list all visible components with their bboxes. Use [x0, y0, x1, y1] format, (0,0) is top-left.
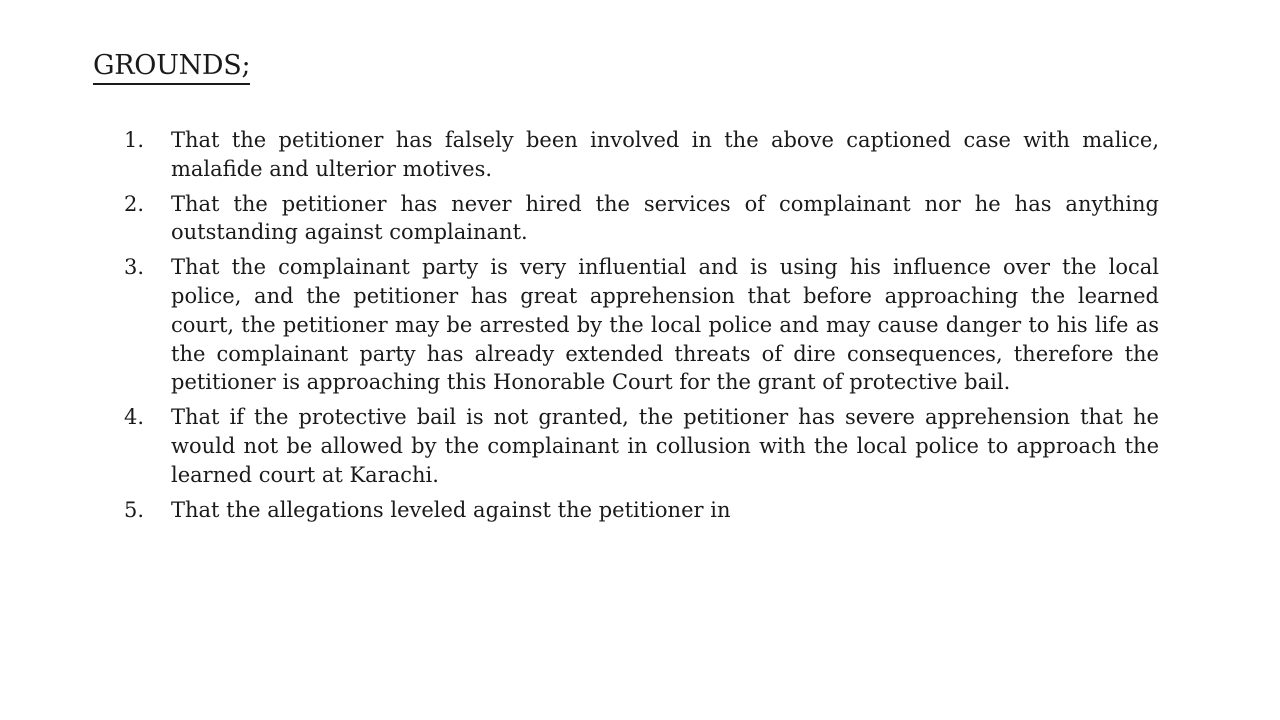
ground-item-1 [0, 126, 1280, 184]
ground-text: That the complainant party is very influential and is using his influence over the local police, and the petitioner has great apprehension that before approaching the learned court, the petitioner may be arrested by the local police and may cause danger to his life as the complainant party has already extended threats of dire consequences, therefore the petitioner is approaching this Honorable Court for the grant of protective bail. [171, 255, 1159, 395]
ground-item-5 [0, 496, 1280, 525]
ground-number: 4. [124, 405, 145, 430]
grounds-heading: GROUNDS; [93, 50, 250, 85]
grounds-list [0, 126, 1280, 530]
ground-number: 5. [124, 497, 145, 522]
ground-text: That the petitioner has falsely been involved in the above captioned case with malice, malafide and ulterior motives. [171, 128, 1159, 181]
ground-text: That if the protective bail is not granted, the petitioner has severe apprehension that he would not be allowed by the complainant in collusion with the local police to approach the learned court at Karachi. [171, 405, 1159, 487]
ground-number: 3. [124, 255, 145, 280]
ground-item-2 [0, 190, 1280, 248]
ground-item-4 [0, 403, 1280, 489]
ground-number: 1. [124, 128, 145, 152]
ground-text: That the allegations leveled against the petitioner in [171, 497, 731, 522]
ground-number: 2. [124, 191, 145, 216]
ground-text: That the petitioner has never hired the services of complainant nor he has anything outstanding against complainant. [171, 191, 1159, 245]
ground-item-3 [0, 253, 1280, 397]
